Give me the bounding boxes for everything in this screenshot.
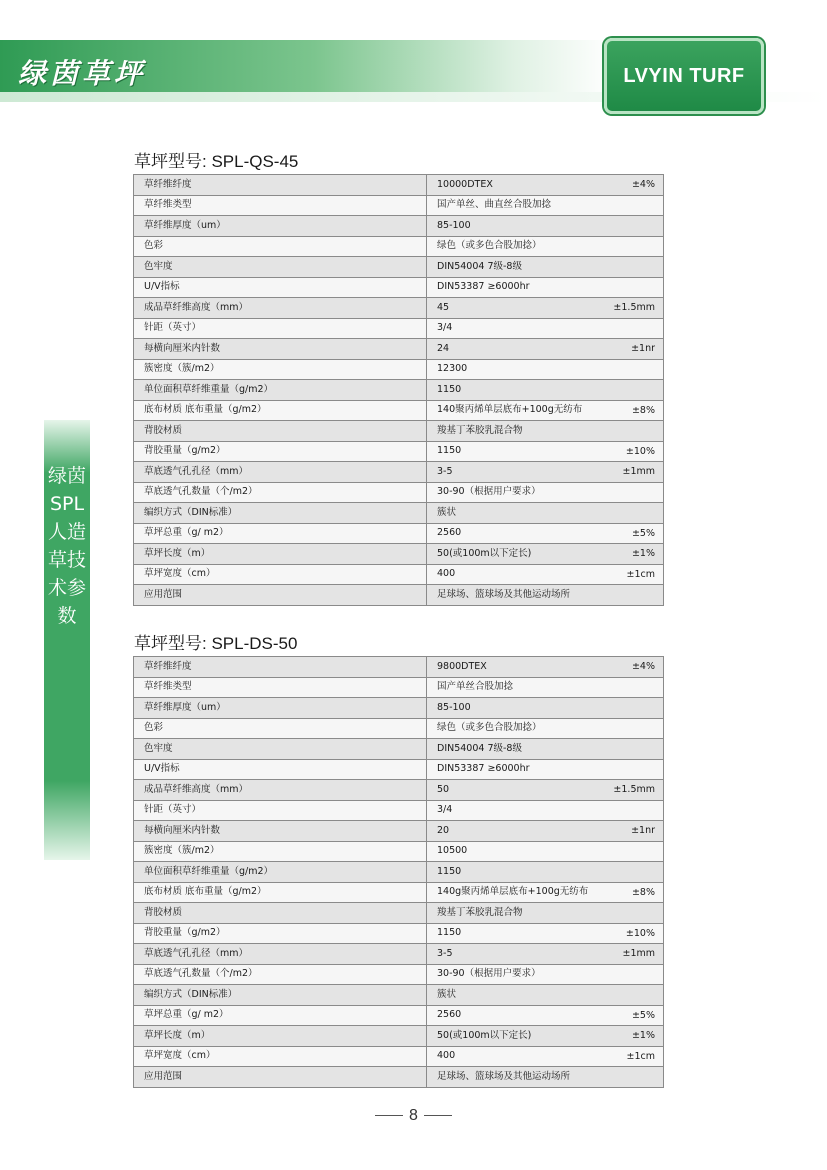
param-value-cell	[427, 739, 664, 760]
param-value: 2560	[437, 527, 462, 539]
param-name: 草纤维纤度	[134, 657, 427, 678]
param-name: 每横向厘米内针数	[134, 339, 427, 360]
param-value: 绿色（或多色合股加捻）	[437, 722, 542, 734]
param-name: 草纤维厚度（um）	[134, 698, 427, 719]
param-value-cell	[427, 482, 664, 503]
table-row	[134, 462, 664, 483]
param-value: 国产单丝合股加捻	[437, 681, 514, 693]
param-tolerance: ±1cm	[626, 568, 655, 580]
param-value-cell	[427, 564, 664, 585]
param-tolerance: ±1.5mm	[613, 302, 655, 313]
param-value: 1150	[437, 383, 462, 395]
param-value: 3-5	[437, 465, 453, 477]
param-value: 绿色（或多色合股加捻）	[437, 240, 542, 252]
param-name: 应用范围	[134, 1067, 427, 1088]
brand-text: LVYIN TURF	[623, 64, 745, 87]
param-value-cell	[427, 441, 664, 462]
param-name: 应用范围	[134, 585, 427, 606]
param-value-cell	[427, 882, 664, 903]
param-name: 草底透气孔孔径（mm）	[134, 944, 427, 965]
param-value-cell	[427, 985, 664, 1006]
table-row	[134, 298, 664, 319]
param-name: 草坪长度（m）	[134, 1026, 427, 1047]
table-row	[134, 1005, 664, 1026]
param-value: 400	[437, 1050, 456, 1062]
param-name: 草坪长度（m）	[134, 544, 427, 565]
param-value-cell	[427, 175, 664, 196]
param-value-cell	[427, 780, 664, 801]
param-name: 草坪宽度（cm）	[134, 1046, 427, 1067]
param-name: 色彩	[134, 718, 427, 739]
param-name: 背胶重量（g/m2）	[134, 923, 427, 944]
param-value: 1150	[437, 445, 462, 457]
table-row	[134, 585, 664, 606]
param-name: 成品草纤维高度（mm）	[134, 298, 427, 319]
param-value-cell	[427, 277, 664, 298]
param-value-cell	[427, 841, 664, 862]
param-name: U/V指标	[134, 277, 427, 298]
table-row	[134, 739, 664, 760]
logo-text: 绿茵草坪	[18, 57, 147, 90]
param-value: 45	[437, 301, 450, 313]
table-row	[134, 277, 664, 298]
param-tolerance: ±1.5mm	[613, 784, 655, 795]
param-value: 2560	[437, 1009, 462, 1021]
table-row	[134, 780, 664, 801]
param-name: 背胶材质	[134, 903, 427, 924]
param-tolerance: ±1mm	[622, 466, 655, 477]
param-value-cell	[427, 698, 664, 719]
param-value-cell	[427, 800, 664, 821]
param-tolerance: ±1nr	[631, 343, 655, 354]
table-row	[134, 421, 664, 442]
param-name: 背胶重量（g/m2）	[134, 441, 427, 462]
param-value-cell	[427, 821, 664, 842]
table-row	[134, 759, 664, 780]
param-value: DIN53387 ≥6000hr	[437, 281, 530, 293]
table-row	[134, 1026, 664, 1047]
param-value: 50(或100m以下定长)	[437, 547, 532, 559]
param-value: 3/4	[437, 804, 453, 816]
param-name: 单位面积草纤维重量（g/m2）	[134, 380, 427, 401]
param-name: 草底透气孔孔径（mm）	[134, 462, 427, 483]
table-row	[134, 821, 664, 842]
param-value-cell	[427, 503, 664, 524]
param-value: 24	[437, 342, 450, 354]
param-tolerance: ±1%	[631, 1030, 655, 1041]
table-row	[134, 698, 664, 719]
param-name: 针距（英寸）	[134, 318, 427, 339]
param-value: DIN53387 ≥6000hr	[437, 763, 530, 775]
param-value: 10500	[437, 845, 468, 857]
param-value: 羧基丁苯胶乳混合物	[437, 424, 523, 436]
param-tolerance: ±5%	[631, 1009, 655, 1021]
table-row	[134, 400, 664, 421]
param-value: 50	[437, 783, 450, 795]
table-row	[134, 903, 664, 924]
param-value-cell	[427, 359, 664, 380]
param-value-cell	[427, 216, 664, 237]
table-row	[134, 544, 664, 565]
param-value-cell	[427, 964, 664, 985]
param-name: 色牢度	[134, 257, 427, 278]
table-row	[134, 677, 664, 698]
param-name: 底布材质 底布重量（g/m2）	[134, 882, 427, 903]
table-row	[134, 862, 664, 883]
table-row	[134, 359, 664, 380]
param-tolerance: ±8%	[631, 886, 655, 898]
param-value-cell	[427, 1067, 664, 1088]
table-row	[134, 441, 664, 462]
param-value: 30-90（根据用户要求）	[437, 968, 541, 980]
param-name: 草纤维类型	[134, 195, 427, 216]
table-row	[134, 882, 664, 903]
param-value-cell	[427, 657, 664, 678]
param-name: 每横向厘米内针数	[134, 821, 427, 842]
param-name: 簇密度（簇/m2）	[134, 359, 427, 380]
table-row	[134, 944, 664, 965]
table-row	[134, 657, 664, 678]
param-value-cell	[427, 523, 664, 544]
param-name: 草纤维类型	[134, 677, 427, 698]
spec-table	[133, 656, 664, 1088]
param-name: 背胶材质	[134, 421, 427, 442]
table-row	[134, 175, 664, 196]
param-value-cell	[427, 944, 664, 965]
param-value-cell	[427, 462, 664, 483]
param-name: 草坪总重（g/ m2）	[134, 523, 427, 544]
param-tolerance: ±5%	[631, 527, 655, 539]
param-value-cell	[427, 339, 664, 360]
param-name: 草底透气孔数量（个/m2）	[134, 964, 427, 985]
param-value: 85-100	[437, 701, 471, 713]
param-value: 簇状	[437, 506, 457, 518]
param-value: 足球场、篮球场及其他运动场所	[437, 1070, 571, 1082]
param-name: 草坪总重（g/ m2）	[134, 1005, 427, 1026]
param-value-cell	[427, 1005, 664, 1026]
param-value: 9800DTEX	[437, 660, 487, 672]
param-value: 30-90（根据用户要求）	[437, 486, 541, 498]
param-tolerance: ±10%	[625, 445, 655, 457]
table-row	[134, 195, 664, 216]
param-value: 3/4	[437, 322, 453, 334]
table-row	[134, 503, 664, 524]
param-tolerance: ±1mm	[622, 948, 655, 959]
param-value: 足球场、篮球场及其他运动场所	[437, 588, 571, 600]
param-value: 85-100	[437, 219, 471, 231]
table-row	[134, 380, 664, 401]
table-row	[134, 216, 664, 237]
param-name: 针距（英寸）	[134, 800, 427, 821]
param-tolerance: ±1cm	[626, 1050, 655, 1062]
param-value: 140g聚丙烯单层底布+100g无纺布	[437, 886, 589, 898]
param-value: DIN54004 7级-8级	[437, 742, 522, 754]
param-value: 400	[437, 568, 456, 580]
param-name: 编织方式（DIN标准）	[134, 985, 427, 1006]
param-value-cell	[427, 585, 664, 606]
param-value-cell	[427, 400, 664, 421]
param-name: 底布材质 底布重量（g/m2）	[134, 400, 427, 421]
param-value-cell	[427, 544, 664, 565]
table-row	[134, 564, 664, 585]
table-row	[134, 339, 664, 360]
section-title: 草坪型号: SPL-DS-50	[134, 634, 298, 653]
param-value-cell	[427, 1046, 664, 1067]
param-value: 3-5	[437, 947, 453, 959]
param-value-cell	[427, 903, 664, 924]
param-value-cell	[427, 318, 664, 339]
side-tab-text: 绿茵SPL人造草技术参数	[47, 465, 86, 627]
param-name: 色彩	[134, 236, 427, 257]
param-name: 草底透气孔数量（个/m2）	[134, 482, 427, 503]
param-value-cell	[427, 380, 664, 401]
param-tolerance: ±1%	[631, 548, 655, 559]
param-value: 50(或100m以下定长)	[437, 1029, 532, 1041]
table-row	[134, 800, 664, 821]
param-value-cell	[427, 759, 664, 780]
param-value-cell	[427, 1026, 664, 1047]
param-value: 羧基丁苯胶乳混合物	[437, 906, 523, 918]
table-row	[134, 482, 664, 503]
table-row	[134, 257, 664, 278]
param-name: 色牢度	[134, 739, 427, 760]
table-row	[134, 236, 664, 257]
param-name: 编织方式（DIN标准）	[134, 503, 427, 524]
param-value: 20	[437, 824, 450, 836]
table-row	[134, 1046, 664, 1067]
table-row	[134, 964, 664, 985]
page-number: 8	[409, 1107, 418, 1124]
param-name: 簇密度（簇/m2）	[134, 841, 427, 862]
param-name: 草纤维厚度（um）	[134, 216, 427, 237]
table-row	[134, 985, 664, 1006]
param-value: 簇状	[437, 988, 457, 1000]
param-tolerance: ±10%	[625, 927, 655, 939]
param-value: 1150	[437, 865, 462, 877]
param-value-cell	[427, 862, 664, 883]
param-name: U/V指标	[134, 759, 427, 780]
footer-dash	[424, 1115, 452, 1116]
param-value-cell	[427, 923, 664, 944]
table-row	[134, 841, 664, 862]
brand-badge	[604, 38, 764, 114]
param-tolerance: ±4%	[631, 661, 655, 672]
param-value: DIN54004 7级-8级	[437, 260, 522, 272]
table-row	[134, 523, 664, 544]
param-value-cell	[427, 718, 664, 739]
param-value: 1150	[437, 927, 462, 939]
table-row	[134, 718, 664, 739]
param-value: 140聚丙烯单层底布+100g无纺布	[437, 404, 583, 416]
table-row	[134, 923, 664, 944]
section-title: 草坪型号: SPL-QS-45	[134, 152, 299, 171]
param-value-cell	[427, 677, 664, 698]
param-value-cell	[427, 257, 664, 278]
param-name: 成品草纤维高度（mm）	[134, 780, 427, 801]
param-value-cell	[427, 298, 664, 319]
page-footer	[0, 1107, 827, 1125]
param-name: 草纤维纤度	[134, 175, 427, 196]
param-name: 单位面积草纤维重量（g/m2）	[134, 862, 427, 883]
param-value-cell	[427, 421, 664, 442]
param-value: 12300	[437, 363, 468, 375]
param-value: 10000DTEX	[437, 178, 493, 190]
spec-table	[133, 174, 664, 606]
table-row	[134, 318, 664, 339]
param-tolerance: ±4%	[631, 179, 655, 190]
param-tolerance: ±1nr	[631, 825, 655, 836]
table-row	[134, 1067, 664, 1088]
param-value: 国产单丝、曲直丝合股加捻	[437, 199, 552, 211]
footer-dash	[375, 1115, 403, 1116]
param-name: 草坪宽度（cm）	[134, 564, 427, 585]
param-tolerance: ±8%	[631, 404, 655, 416]
param-value-cell	[427, 195, 664, 216]
param-value-cell	[427, 236, 664, 257]
